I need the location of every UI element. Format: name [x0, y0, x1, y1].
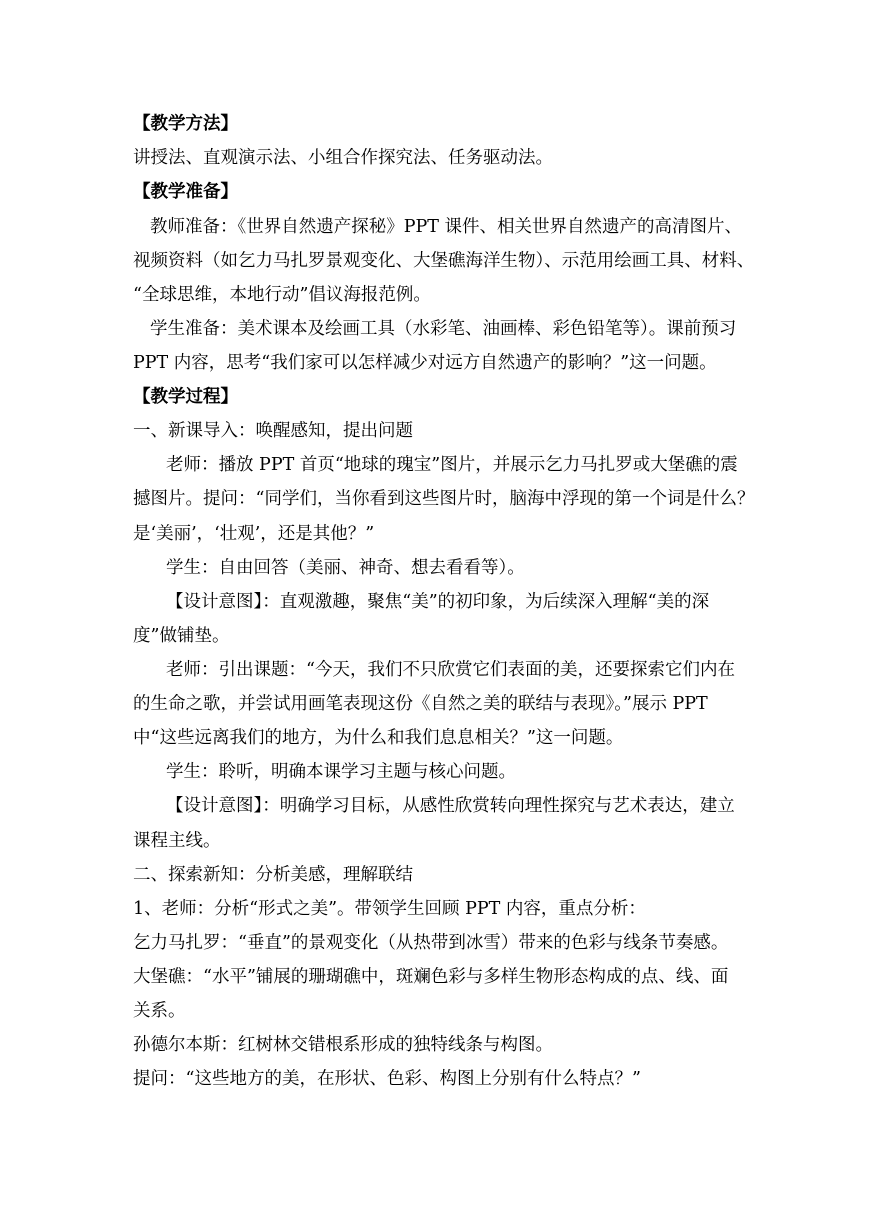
part1-teacher2-line-2: 的生命之歌，并尝试用画笔表现这份《自然之美的联结与表现》。”展示 PPT [133, 694, 708, 714]
part1-teacher-line-2: 撼图片。提问：“同学们，当你看到这些图片时，脑海中浮现的第一个词是什么？ [133, 489, 755, 509]
part1-teacher-line-1: 老师：播放 PPT 首页“地球的瑰宝”图片，并展示乞力马扎罗或大堡礁的震 [166, 455, 738, 475]
part2-item-1: 1、老师：分析“形式之美”。带领学生回顾 PPT 内容，重点分析： [133, 899, 646, 919]
part2-sundarbans: 孙德尔本斯：红树林交错根系形成的独特线条与构图。 [133, 1035, 553, 1055]
part1-title: 一、新课导入：唤醒感知，提出问题 [133, 421, 413, 441]
part1-design-line-2: 度”做铺垫。 [133, 626, 230, 646]
prep-heading: 【教学准备】 [133, 182, 238, 202]
part1-teacher2-line-3: 中“这些远离我们的地方，为什么和我们息息相关？”这一问题。 [133, 728, 624, 748]
part1-design-line-1: 【设计意图】：直观激趣，聚焦“美”的初印象，为后续深入理解“美的深 [166, 592, 710, 612]
part1-teacher2-line-1: 老师：引出课题：“今天，我们不只欣赏它们表面的美，还要探索它们内在 [166, 660, 735, 680]
part1-student2: 学生：聆听，明确本课学习主题与核心问题。 [166, 762, 516, 782]
prep-student-line-2: PPT 内容，思考“我们家可以怎样减少对远方自然遗产的影响？”这一问题。 [133, 353, 717, 373]
part2-question: 提问：“这些地方的美，在形状、色彩、构图上分别有什么特点？” [133, 1069, 641, 1089]
part2-reef-line-2: 关系。 [133, 1001, 186, 1021]
part1-teacher-line-3: 是‘美丽’，‘壮观’，还是其他？” [133, 524, 375, 544]
prep-teacher-line-3: “全球思维，本地行动”倡议海报范例。 [133, 285, 431, 305]
part1-design2-line-1: 【设计意图】：明确学习目标，从感性欣赏转向理性探究与艺术表达，建立 [166, 796, 735, 816]
part2-kilimanjaro: 乞力马扎罗：“垂直”的景观变化（从热带到冰雪）带来的色彩与线条节奏感。 [133, 933, 729, 953]
prep-student-line-1: 学生准备：美术课本及绘画工具（水彩笔、油画棒、彩色铅笔等）。课前预习 [150, 319, 737, 339]
part1-design2-line-2: 课程主线。 [133, 831, 221, 851]
part2-title: 二、探索新知：分析美感，理解联结 [133, 865, 413, 885]
part2-reef-line-1: 大堡礁：“水平”铺展的珊瑚礁中，斑斓色彩与多样生物形态构成的点、线、面 [133, 967, 729, 987]
method-text: 讲授法、直观演示法、小组合作探究法、任务驱动法。 [133, 148, 553, 168]
method-heading: 【教学方法】 [133, 114, 238, 134]
process-heading: 【教学过程】 [133, 387, 238, 407]
part1-student: 学生：自由回答（美丽、神奇、想去看看等）。 [166, 558, 525, 578]
prep-teacher-line-1: 教师准备：《世界自然遗产探秘》PPT 课件、相关世界自然遗产的高清图片、 [150, 217, 743, 237]
prep-teacher-line-2: 视频资料（如乞力马扎罗景观变化、大堡礁海洋生物）、示范用绘画工具、材料、 [133, 251, 755, 271]
